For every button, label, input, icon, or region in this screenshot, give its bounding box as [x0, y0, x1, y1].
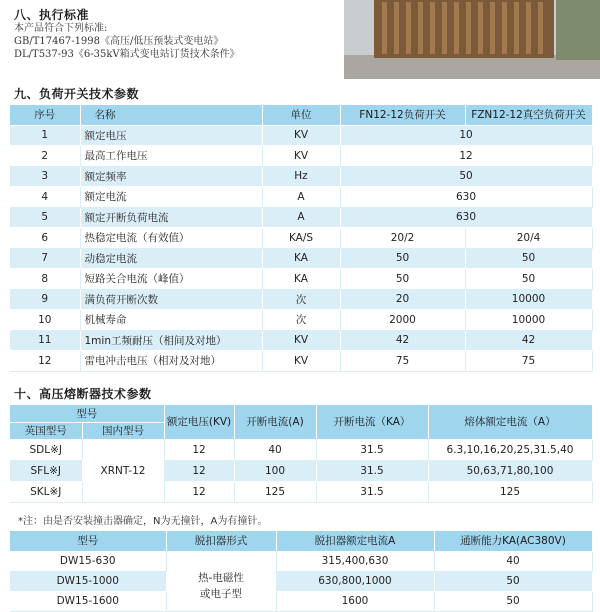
- row-value-fzn12: 42: [465, 330, 592, 351]
- header-release-current: 脱扣器额定电流A: [276, 531, 434, 551]
- row-name: 动稳定电流: [80, 248, 262, 269]
- header-no: 序号: [10, 105, 80, 125]
- row-no: 1: [10, 125, 80, 146]
- fuse-header-row-1: [10, 405, 592, 422]
- load-switch-table: [10, 105, 593, 372]
- row-breaking-ka: 31.5: [316, 481, 428, 502]
- row-value: 50: [340, 166, 592, 187]
- standards-intro: 本产品符合下列标准:: [14, 23, 108, 34]
- row-value: 10: [340, 125, 592, 146]
- header-rated-voltage: 额定电压(KV): [164, 405, 234, 439]
- row-breaking-ka: 31.5: [316, 460, 428, 481]
- breaker-table: [10, 531, 593, 612]
- row-unit: 次: [262, 310, 340, 331]
- standard-dl: DL/T537-93《6-35kV箱式变电站订货技术条件》: [14, 49, 240, 60]
- row-name: 短路关合电流（峰值）: [80, 269, 262, 290]
- row-name: 1min工频耐压（相间及对地）: [80, 330, 262, 351]
- table-row: [10, 125, 592, 146]
- row-value: 630: [340, 207, 592, 228]
- row-no: 2: [10, 146, 80, 167]
- row-name: 额定电压: [80, 125, 262, 146]
- row-fuse-current: 6.3,10,16,20,25,31.5,40: [428, 439, 592, 460]
- release-type-line1: 热-电磁性: [198, 571, 244, 584]
- fuse-table: [10, 405, 593, 503]
- fuse-note: *注：由是否安装撞击器确定，N为无撞针，A为有撞针。: [18, 516, 268, 527]
- row-cn-model: XRNT-12: [82, 439, 164, 502]
- header-release-type: 脱扣器形式: [166, 531, 276, 551]
- table-row: [10, 351, 592, 372]
- row-value-fzn12: 50: [465, 269, 592, 290]
- row-name: 额定开断负荷电流: [80, 207, 262, 228]
- row-breaking-a: 40: [234, 439, 316, 460]
- row-unit: A: [262, 207, 340, 228]
- header-fn12: FN12-12负荷开关: [340, 105, 465, 125]
- row-unit: A: [262, 187, 340, 208]
- row-breaker-model: DW15-1000: [10, 571, 166, 591]
- row-name: 机械寿命: [80, 310, 262, 331]
- row-unit: KA/S: [262, 228, 340, 249]
- table-row: [10, 591, 592, 611]
- section-8-title: 八、执行标准: [14, 8, 90, 22]
- row-breaking-capacity: 50: [434, 591, 592, 611]
- standard-gb: GB/T17467-1998《高压/低压预装式变电站》: [14, 36, 224, 47]
- table-row: [10, 207, 592, 228]
- row-voltage: 12: [164, 481, 234, 502]
- row-uk-model: SKL※J: [10, 481, 82, 502]
- row-breaker-model: DW15-1600: [10, 591, 166, 611]
- header-name: 名称: [80, 105, 262, 125]
- row-no: 9: [10, 289, 80, 310]
- row-name: 额定频率: [80, 166, 262, 187]
- row-breaker-model: DW15-630: [10, 551, 166, 571]
- table-header-row: [10, 105, 592, 125]
- table-row: [10, 228, 592, 249]
- section-10-title: 十、高压熔断器技术参数: [14, 387, 152, 401]
- header-cn-model: 国内型号: [82, 422, 164, 439]
- row-name: 满负荷开断次数: [80, 289, 262, 310]
- header-breaking-current-a: 开断电流(A): [234, 405, 316, 439]
- section-9-title: 九、负荷开关技术参数: [14, 87, 140, 101]
- row-value-fn12: 42: [340, 330, 465, 351]
- table-row: [10, 166, 592, 187]
- row-unit: Hz: [262, 166, 340, 187]
- row-name: 雷电冲击电压（相对及对地）: [80, 351, 262, 372]
- breaker-header-row: [10, 531, 592, 551]
- release-type-line2: 或电子型: [200, 587, 242, 600]
- row-no: 12: [10, 351, 80, 372]
- row-no: 5: [10, 207, 80, 228]
- row-value: 630: [340, 187, 592, 208]
- substation-photo: [344, 0, 600, 79]
- row-no: 11: [10, 330, 80, 351]
- row-unit: KV: [262, 125, 340, 146]
- row-name: 热稳定电流（有效值）: [80, 228, 262, 249]
- row-fuse-current: 50,63,71,80,100: [428, 460, 592, 481]
- row-uk-model: SDL※J: [10, 439, 82, 460]
- table-row: [10, 330, 592, 351]
- table-row: [10, 310, 592, 331]
- row-value-fn12: 75: [340, 351, 465, 372]
- row-unit: KA: [262, 269, 340, 290]
- row-release-current: 315,400,630: [276, 551, 434, 571]
- row-breaking-a: 125: [234, 481, 316, 502]
- header-breaker-model: 型号: [10, 531, 166, 551]
- row-no: 3: [10, 166, 80, 187]
- row-value-fn12: 50: [340, 269, 465, 290]
- table-row: [10, 289, 592, 310]
- header-breaking-capacity: 通断能力KA(AC380V): [434, 531, 592, 551]
- row-voltage: 12: [164, 460, 234, 481]
- row-release-type: [166, 551, 276, 611]
- table-row: [10, 146, 592, 167]
- row-value-fn12: 50: [340, 248, 465, 269]
- row-release-current: 1600: [276, 591, 434, 611]
- row-value-fzn12: 10000: [465, 310, 592, 331]
- row-value-fzn12: 75: [465, 351, 592, 372]
- row-value-fn12: 2000: [340, 310, 465, 331]
- row-breaking-ka: 31.5: [316, 439, 428, 460]
- row-breaking-capacity: 50: [434, 571, 592, 591]
- table-row: [10, 269, 592, 290]
- row-value-fzn12: 10000: [465, 289, 592, 310]
- row-breaking-a: 100: [234, 460, 316, 481]
- row-unit: 次: [262, 289, 340, 310]
- header-fuse-rated-current: 熔体额定电流（A）: [428, 405, 592, 439]
- row-value-fn12: 20/2: [340, 228, 465, 249]
- row-value-fn12: 20: [340, 289, 465, 310]
- header-fzn12: FZN12-12真空负荷开关: [465, 105, 592, 125]
- row-uk-model: SFL※J: [10, 460, 82, 481]
- table-row: [10, 248, 592, 269]
- row-value-fzn12: 20/4: [465, 228, 592, 249]
- header-unit: 单位: [262, 105, 340, 125]
- row-value: 12: [340, 146, 592, 167]
- row-no: 7: [10, 248, 80, 269]
- row-no: 6: [10, 228, 80, 249]
- row-fuse-current: 125: [428, 481, 592, 502]
- row-unit: KV: [262, 146, 340, 167]
- row-name: 额定电流: [80, 187, 262, 208]
- header-breaking-current-ka: 开断电流（KA）: [316, 405, 428, 439]
- row-no: 4: [10, 187, 80, 208]
- row-unit: KV: [262, 330, 340, 351]
- row-breaking-capacity: 40: [434, 551, 592, 571]
- table-row: [10, 551, 592, 571]
- row-name: 最高工作电压: [80, 146, 262, 167]
- table-row: [10, 187, 592, 208]
- table-row: [10, 571, 592, 591]
- table-row: [10, 439, 592, 460]
- row-unit: KA: [262, 248, 340, 269]
- header-model: 型号: [10, 405, 164, 422]
- row-unit: KV: [262, 351, 340, 372]
- row-voltage: 12: [164, 439, 234, 460]
- row-release-current: 630,800,1000: [276, 571, 434, 591]
- header-uk-model: 英国型号: [10, 422, 82, 439]
- row-no: 8: [10, 269, 80, 290]
- row-no: 10: [10, 310, 80, 331]
- row-value-fzn12: 50: [465, 248, 592, 269]
